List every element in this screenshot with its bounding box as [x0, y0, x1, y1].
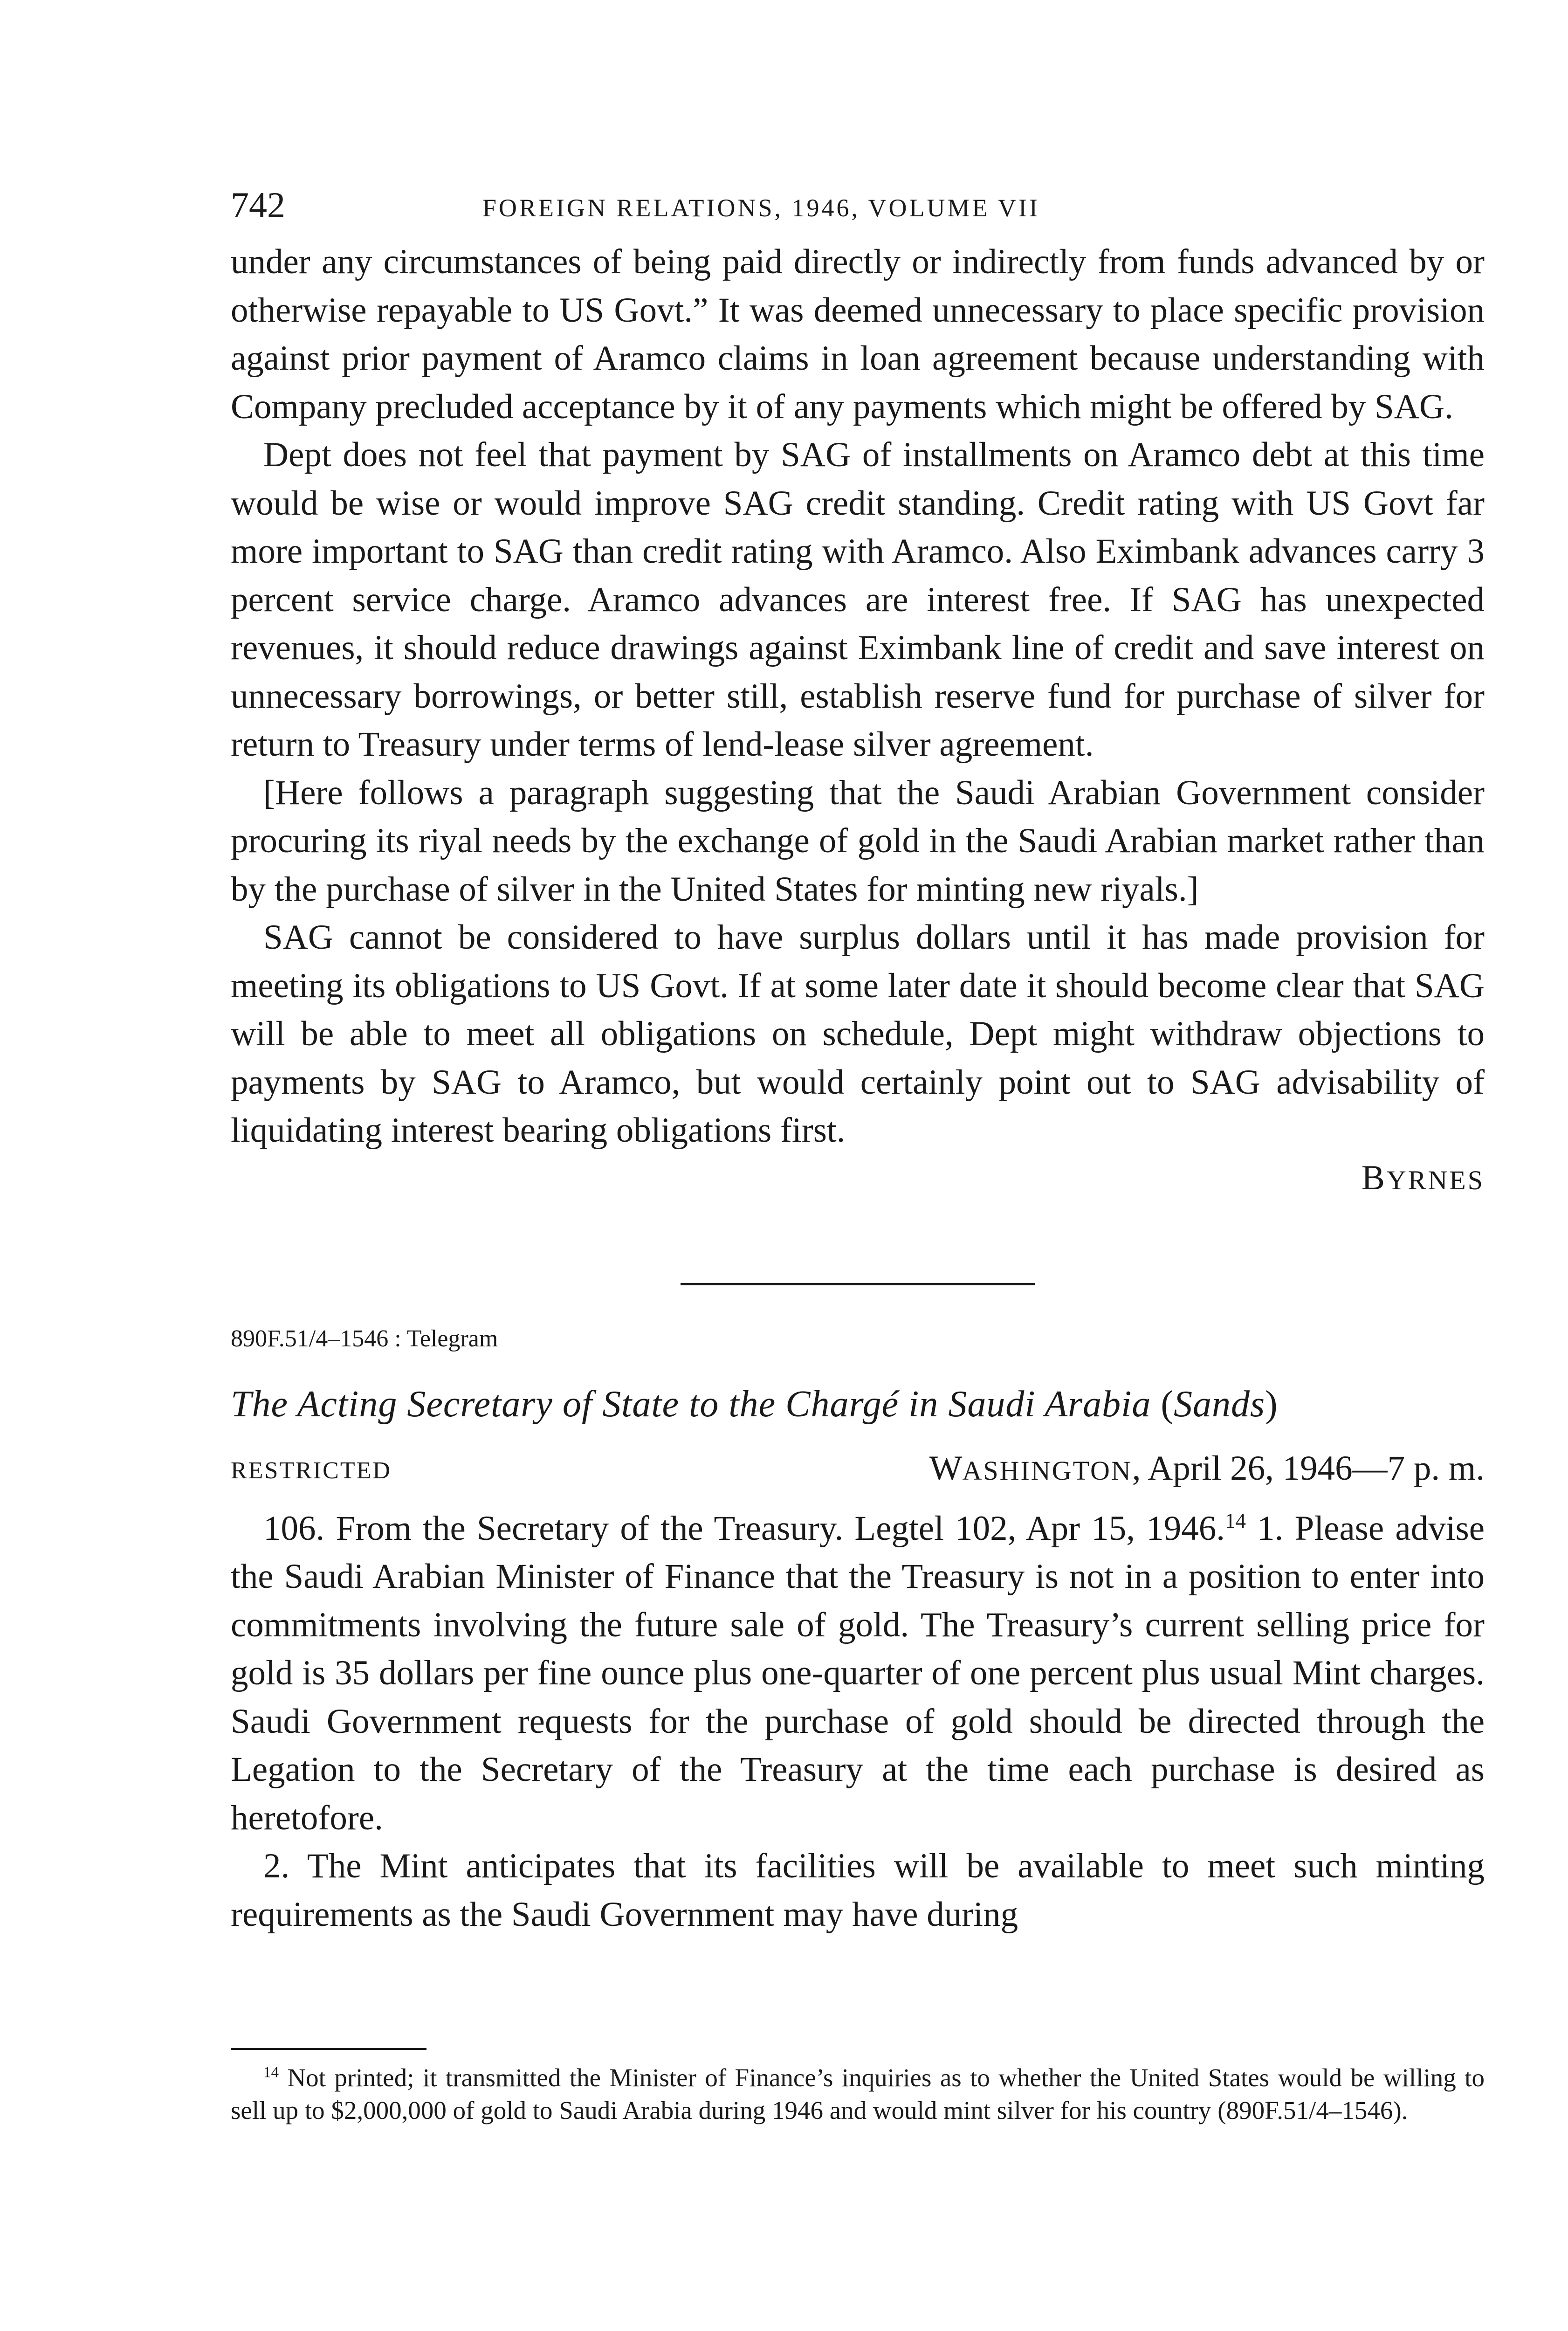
file-reference: 890F.51/4–1546 : Telegram: [231, 1325, 498, 1352]
document-title-text: The Acting Secretary of State to the Chargé in Saudi Arabia: [231, 1383, 1151, 1425]
dateline-place-rest: ASHINGTON: [962, 1455, 1132, 1486]
footnote: [231, 2062, 1485, 2127]
paragraph: SAG cannot be considered to have surplus dollars until it has made provision for meeting its obligations to US Govt. If at some later date it should become clear that SAG will be able to meet all obligations on schedule, Dept might withdraw objections to payments by SAG to Aramco, but would certainly point out to SAG advisability of liquidating interest bearing obligations first.: [231, 918, 1485, 1150]
page-number: 742: [231, 185, 285, 225]
paragraph: Dept does not feel that payment by SAG of installments on Aramco debt at this time would be wise or would improve SAG credit standing. Credit rating with US Govt far more important to SAG than credit rating with Aramco. Also Eximbank advances carry 3 percent service charge. Aramco advances are interest free. If SAG has unexpected revenues, it should reduce drawings against Eximbank line of credit and save interest on unnecessary borrowings, or better still, establish reserve fund for purchase of silver for return to Treasury under terms of lend-lease silver agreement.: [231, 435, 1485, 764]
signature: [231, 1155, 1485, 1204]
footnote-number: 14: [263, 2064, 279, 2081]
footnote-text: Not printed; it transmitted the Minister of Finance’s inquiries as to whether the United States would be willing to sell up to $2,000,000 of gold to Saudi Arabia during 1946 and would mint silver for his country (890F.51/4–1546).: [231, 2063, 1485, 2124]
classification: RESTRICTED: [231, 1457, 392, 1484]
paragraph: [231, 1504, 1485, 1842]
paragraph: [Here follows a paragraph suggesting that the Saudi Arabian Government consider procuring its riyal needs by the exchange of gold in the Saudi Arabian market rather than by the purchase of silver in the United States for minting new riyals.]: [231, 773, 1485, 909]
document-title-paren: (Sands): [1161, 1383, 1278, 1425]
document-title: [231, 1379, 1485, 1430]
dateline-place-initial: W: [929, 1448, 963, 1488]
section-divider: [681, 1283, 1035, 1285]
footnote-rule: [231, 2048, 426, 2050]
signature-rest: YRNES: [1386, 1165, 1485, 1195]
running-title: FOREIGN RELATIONS, 1946, VOLUME VII: [482, 194, 1040, 222]
dateline: [929, 1448, 1485, 1489]
paragraph: under any circumstances of being paid directly or indirectly from funds advanced by or otherwise repayable to US Govt.” It was deemed unnecessary to place specific provision against prior payment of Aramco claims in loan agreement because understanding with Company precluded acceptance by it of any payments which might be offered by SAG.: [231, 242, 1485, 426]
telegram-body: [231, 1504, 1485, 1939]
document-title-name: Sands: [1174, 1383, 1265, 1425]
telegram-continuation: [231, 238, 1485, 1155]
document-page: [231, 182, 1485, 2127]
footnote-ref: 14: [1224, 1509, 1246, 1532]
running-head: [231, 182, 1485, 238]
paragraph-text: 1. Please advise the Saudi Arabian Minister of Finance that the Treasury is not in a position to enter into commitments involving the future sale of gold. The Treasury’s current selling price for gold is 35 dollars per fine ounce plus one-quarter of one percent plus usual Mint charges. Saudi Government requests for the purchase of gold should be directed through the Legation to the Secretary of the Treasury at the time each purchase is desired as heretofore.: [231, 1509, 1485, 1837]
dateline-row: [231, 1448, 1485, 1504]
signature-initial: B: [1361, 1158, 1387, 1197]
dateline-date: , April 26, 1946—7 p. m.: [1132, 1448, 1485, 1488]
paragraph: 2. The Mint anticipates that its facilities will be available to meet such minting requirements as the Saudi Government may have during: [231, 1847, 1485, 1934]
paragraph-text: 106. From the Secretary of the Treasury. Legtel 102, Apr 15, 1946.: [263, 1509, 1225, 1548]
